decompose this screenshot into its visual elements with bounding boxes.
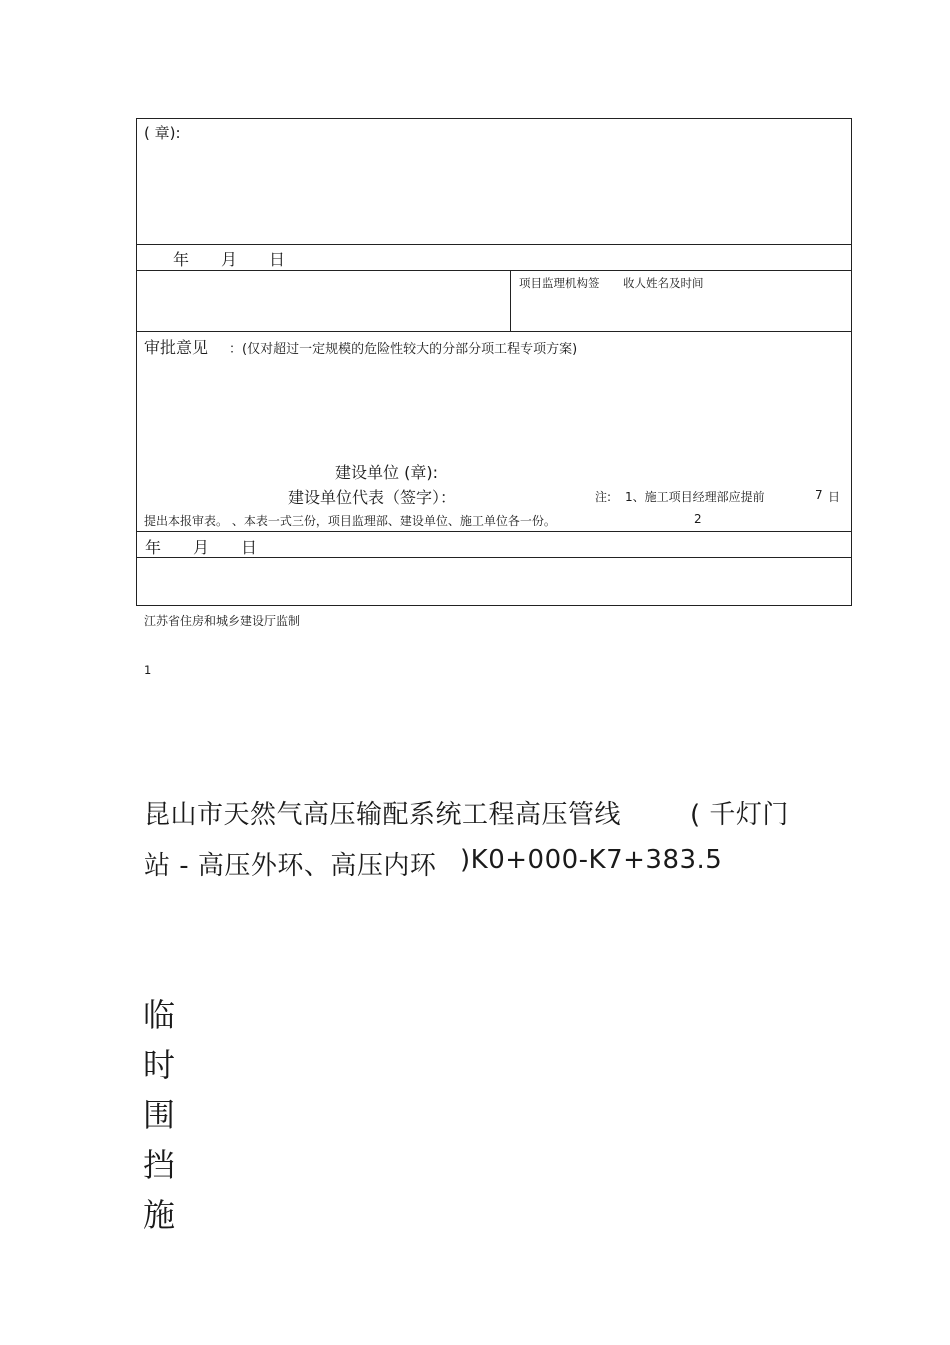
vertical-char: 时 bbox=[143, 1046, 176, 1084]
note-prefix: 注: bbox=[595, 490, 612, 504]
project-title-line2: 站 - 高压外环、高压内环 bbox=[144, 851, 437, 881]
row-divider bbox=[137, 331, 851, 332]
note-item1: 1、施工项目经理部应提前 bbox=[625, 490, 765, 504]
note-days: 7 bbox=[815, 488, 823, 502]
date-day: 日 bbox=[241, 538, 258, 557]
vertical-char: 临 bbox=[143, 996, 176, 1034]
date-year: 年 bbox=[145, 538, 162, 557]
approval-note: ：(仅对超过一定规模的危险性较大的分部分项工程专项方案) bbox=[229, 342, 578, 357]
project-title-line1-tail: ( 千灯门 bbox=[690, 800, 789, 830]
project-title-line1: 昆山市天然气高压输配系统工程高压管线 bbox=[144, 800, 622, 830]
approval-label: 审批意见 bbox=[144, 338, 209, 357]
issuer-label: 江苏省住房和城乡建设厅监制 bbox=[144, 614, 301, 628]
vertical-char: 围 bbox=[143, 1096, 176, 1134]
row-divider bbox=[137, 531, 851, 532]
project-title-line2-tail: )K0+000-K7+383.5 bbox=[460, 845, 723, 875]
seal-label: ( 章): bbox=[144, 124, 181, 142]
note-line2: 提出本报审表。 、本表一式三份，项目监理部、建设单位、施工单位各一份。 bbox=[144, 514, 556, 528]
builder-unit-seal: 建设单位 (章): bbox=[335, 463, 438, 482]
approval-form-table bbox=[136, 118, 852, 606]
supervision-sign-label: 项目监理机构签 bbox=[519, 276, 600, 290]
vertical-char: 挡 bbox=[143, 1146, 176, 1184]
date-year: 年 bbox=[173, 250, 190, 269]
note-item2-num: 2 bbox=[694, 512, 702, 526]
page-number: 1 bbox=[144, 663, 152, 677]
date-month: 月 bbox=[193, 538, 210, 557]
row-divider bbox=[137, 244, 851, 245]
date-day: 日 bbox=[269, 250, 286, 269]
date-month: 月 bbox=[221, 250, 238, 269]
note-day-char: 日 bbox=[828, 490, 841, 504]
row-divider bbox=[137, 270, 851, 271]
vertical-char: 施 bbox=[143, 1196, 176, 1234]
receiver-name-time-label: 收人姓名及时间 bbox=[623, 276, 704, 290]
column-divider bbox=[510, 270, 511, 331]
builder-rep-sign: 建设单位代表（签字）： bbox=[288, 488, 457, 507]
